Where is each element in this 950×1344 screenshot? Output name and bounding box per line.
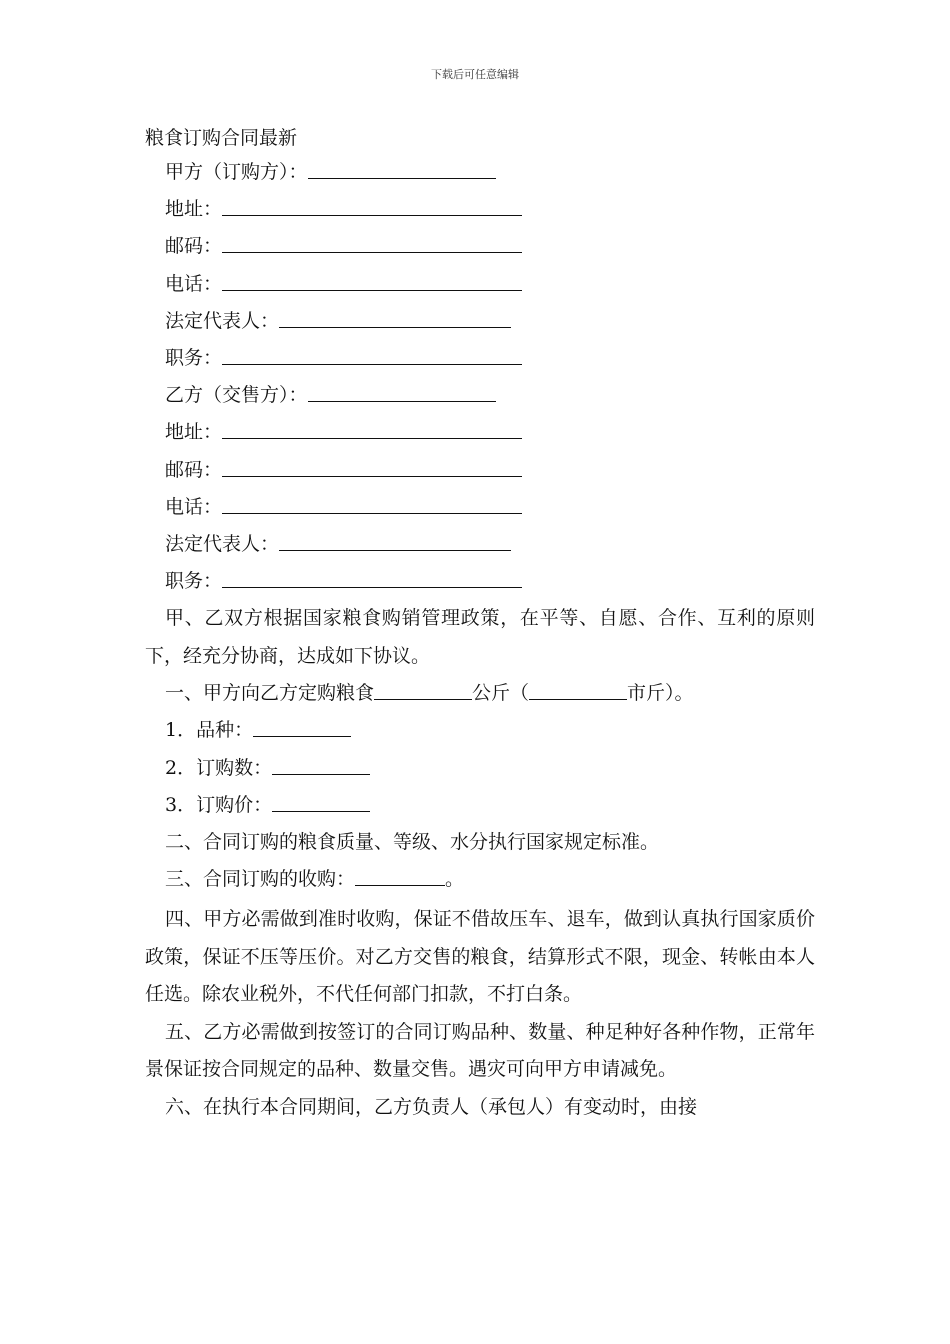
blank-line[interactable]: [308, 159, 496, 179]
blank-line[interactable]: [222, 345, 522, 365]
blank-line[interactable]: [222, 419, 522, 439]
clause-2: 二、合同订购的粮食质量、等级、水分执行国家规定标准。: [165, 831, 660, 853]
clause-6: 六、在执行本合同期间，乙方负责人（承包人）有变动时，由接: [165, 1095, 698, 1118]
clause-3: 三、合同订购的收购： 。: [165, 868, 465, 891]
clause-5: 五、乙方必需做到按签订的合同订购品种、数量、种足种好各种作物，正常年景保证按合同规定的品种、数量交售。遇灾可向甲方申请减免。: [145, 1020, 815, 1081]
clause-4: 四、甲方必需做到准时收购，保证不借故压车、退车，做到认真执行国家质价政策，保证不压等压价。对乙方交售的粮食，结算形式不限，现金、转帐由本人任选。除农业税外，不代任何部门扣款，不打白条。: [145, 908, 815, 1006]
party-b-phone: 电话：: [145, 489, 815, 526]
document-title: 粮食订购合同最新: [145, 127, 298, 149]
blank-line[interactable]: [222, 494, 522, 514]
blank-line[interactable]: [222, 196, 522, 216]
clause-1: 一、甲方向乙方定购粮食 公斤（ 市斤）。: [165, 682, 694, 705]
blank-line[interactable]: [222, 568, 522, 588]
blank-line[interactable]: [222, 233, 522, 253]
party-a-heading: 甲方（订购方）：: [145, 154, 815, 191]
party-b-address: 地址：: [145, 414, 815, 451]
intro-paragraph: 甲、乙双方根据国家粮食购销管理政策，在平等、自愿、合作、互利的原则下，经充分协商，达成如下协议。: [145, 607, 815, 667]
party-a-address: 地址：: [145, 191, 815, 228]
party-a-position: 职务：: [145, 340, 815, 377]
blank-line[interactable]: [253, 717, 351, 737]
party-a-legal-rep: 法定代表人：: [145, 303, 815, 340]
contract-document: [145, 122, 815, 1126]
blank-line[interactable]: [355, 866, 445, 886]
party-a-phone: 电话：: [145, 266, 815, 303]
blank-line[interactable]: [529, 680, 627, 700]
blank-line[interactable]: [272, 755, 370, 775]
blank-line[interactable]: [279, 531, 511, 551]
blank-line[interactable]: [222, 457, 522, 477]
blank-line[interactable]: [222, 271, 522, 291]
party-b-legal-rep: 法定代表人：: [145, 526, 815, 563]
party-b-position: 职务：: [145, 563, 815, 600]
party-b-postcode: 邮码：: [145, 452, 815, 489]
item-variety: 1．品种：: [145, 712, 815, 749]
party-b-heading: 乙方（交售方）：: [145, 377, 815, 414]
item-quantity: 2．订购数：: [145, 750, 815, 787]
blank-line[interactable]: [279, 308, 511, 328]
item-price: 3．订购价：: [145, 787, 815, 824]
blank-line[interactable]: [272, 792, 370, 812]
blank-line[interactable]: [374, 680, 472, 700]
blank-line[interactable]: [308, 382, 496, 402]
page-header: 下载后可任意编辑: [431, 68, 519, 81]
party-a-postcode: 邮码：: [145, 228, 815, 265]
